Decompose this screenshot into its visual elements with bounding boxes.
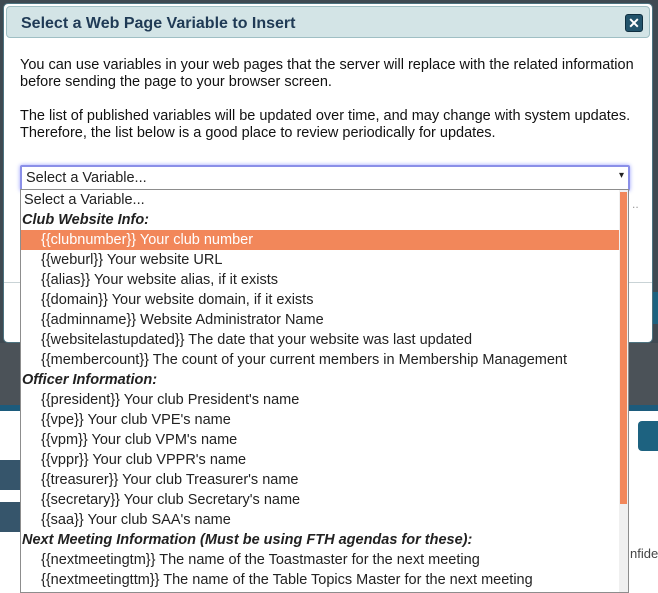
dropdown-option[interactable]: {{domain}} Your website domain, if it exists: [41, 292, 314, 308]
dialog-faint-mark: ..: [632, 197, 639, 211]
dropdown-option[interactable]: {{nextmeetingttm}} The name of the Table Topics Master for the next meeting: [41, 572, 533, 588]
dropdown-option-placeholder[interactable]: Select a Variable...: [24, 192, 145, 208]
dropdown-group-label: Club Website Info:: [22, 212, 150, 228]
dialog-titlebar[interactable]: [6, 6, 650, 38]
update-note-paragraph: The list of published variables will be updated over time, and may change with system updates. Therefore, the list below is a good place to review periodically for updates.: [20, 108, 631, 141]
dropdown-group-label: Next Meeting Information (Must be using FTH agendas for these):: [22, 532, 473, 548]
dropdown-option[interactable]: {{nextmeetingtm}} The name of the Toastmaster for the next meeting: [41, 552, 480, 568]
dropdown-option[interactable]: {{president}} Your club President's name: [41, 392, 300, 408]
chevron-down-icon: ▾: [618, 170, 624, 181]
dropdown-option[interactable]: {{adminname}} Website Administrator Name: [41, 312, 324, 328]
dropdown-scroll-thumb[interactable]: [620, 192, 627, 504]
dropdown-option[interactable]: {{treasurer}} Your club Treasurer's name: [41, 472, 299, 488]
dropdown-option[interactable]: {{secretary}} Your club Secretary's name: [41, 492, 301, 508]
background-right-text: nfide: [630, 546, 658, 561]
dropdown-option[interactable]: {{alias}} Your website alias, if it exists: [41, 272, 278, 288]
variable-select[interactable]: [20, 165, 630, 191]
dropdown-option-selected[interactable]: {{clubnumber}} Your club number: [21, 230, 619, 250]
dropdown-option[interactable]: {{vpm}} Your club VPM's name: [41, 432, 238, 448]
variable-select-value: Select a Variable...: [26, 170, 147, 186]
intro-paragraph: You can use variables in your web pages that the server will replace with the related information before sending the page to your browser screen.: [20, 57, 634, 90]
dropdown-scrollbar[interactable]: [619, 190, 628, 592]
dialog-title: Select a Web Page Variable to Insert: [21, 15, 296, 32]
variable-dropdown-list[interactable]: [20, 189, 629, 593]
dropdown-option[interactable]: {{websitelastupdated}} The date that your website was last updated: [41, 332, 473, 348]
dropdown-option[interactable]: {{vppr}} Your club VPPR's name: [41, 452, 247, 468]
close-icon[interactable]: ✕: [625, 14, 643, 32]
dropdown-option[interactable]: {{vpe}} Your club VPE's name: [41, 412, 231, 428]
background-left-tab-2: [0, 502, 20, 532]
dropdown-option[interactable]: {{saa}} Your club SAA's name: [41, 512, 231, 528]
dropdown-option[interactable]: {{weburl}} Your website URL: [41, 252, 223, 268]
background-right-button: [638, 421, 658, 451]
background-left-tab: [0, 460, 20, 490]
dropdown-option[interactable]: {{membercount}} The count of your current members in Membership Management: [41, 352, 568, 368]
dropdown-group-label: Officer Information:: [22, 372, 158, 388]
